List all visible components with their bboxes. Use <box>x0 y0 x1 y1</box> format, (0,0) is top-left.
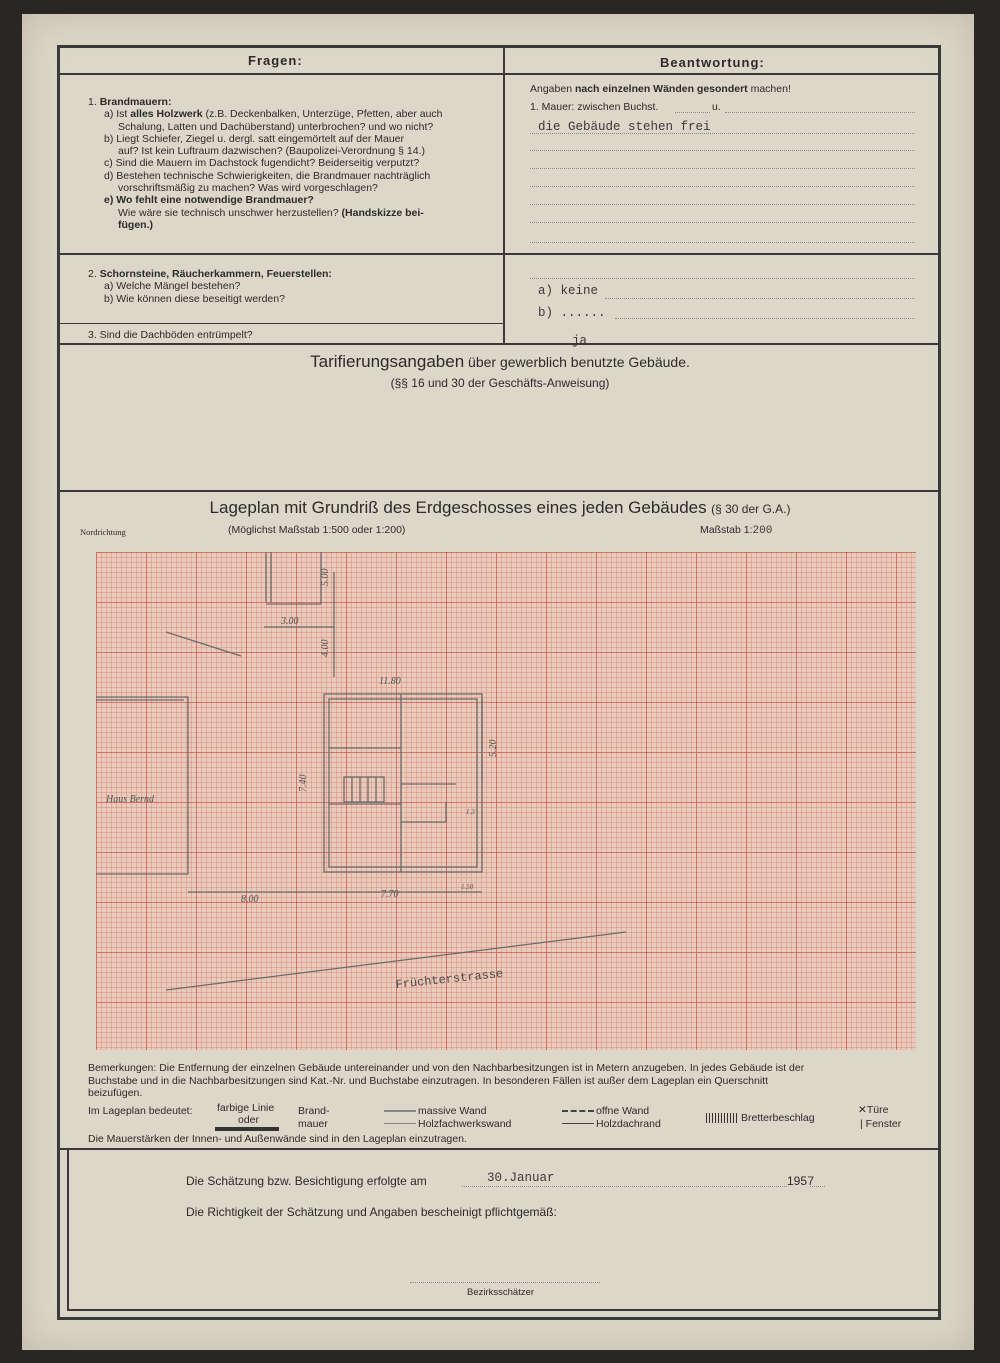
row-rule-1 <box>60 253 938 255</box>
dim-740: 7.40 <box>298 774 309 792</box>
date-dots <box>462 1186 787 1187</box>
dim-150: 1.50 <box>461 883 474 891</box>
answer-line-9 <box>605 298 915 299</box>
dim-520: 5.20 <box>488 739 499 757</box>
dim-770: 7.70 <box>381 889 399 900</box>
legend-tuere: ✕Türe <box>858 1104 889 1116</box>
dim-500: 5.00 <box>320 568 331 586</box>
dim-13: 1.3 <box>466 808 475 816</box>
answer-line-8 <box>530 278 915 279</box>
legend-tuere-label: Türe <box>866 1104 889 1116</box>
remarks-line1: Bemerkungen: Die Entfernung der einzelnen Gebäude untereinander und von den Nachbarbesitzungen ist in Metern anzugeben. In jedes Gebäude ist der <box>88 1062 805 1074</box>
schaetzung-date: 30.Januar <box>487 1171 555 1185</box>
schaetzung-label: Die Schätzung bzw. Besichtigung erfolgte am <box>186 1174 427 1188</box>
lageplan-subtitle: (Möglichst Maßstab 1:500 oder 1:200) <box>228 524 406 536</box>
legend-bretter-pattern <box>706 1113 738 1123</box>
year-prefix: 195 <box>787 1174 808 1188</box>
q1-a-prefix: a) Ist <box>104 108 131 121</box>
header-rule <box>60 73 938 75</box>
typed-answer-a: a) keine <box>538 284 599 298</box>
q1-b-line2: auf? Ist kein Luftraum dazwischen? (Baupolizei-Verordnung § 14.) <box>118 145 426 158</box>
q1-a-line2: Schalung, Latten und Dachüberstand) unterbrochen? und wo nicht? <box>118 120 434 133</box>
q1-d-line2: vorschriftsmäßig zu machen? Was wird vorgeschlagen? <box>118 182 378 195</box>
q1-e-line2-bold: (Handskizze bei- <box>341 206 424 219</box>
legend-holzfach: Holzfachwerkswand <box>418 1118 512 1130</box>
q1-number: 1. <box>88 96 97 108</box>
q2-a: a) Welche Mängel bestehen? <box>104 280 241 293</box>
remarks-line2: Buchstabe und in die Nachbarbesitzungen sind Kat.-Nr. und Buchstabe einzutragen. In besonderen Fällen ist außer dem Lageplan ein Querschnitt <box>88 1074 769 1087</box>
q1-e-line3: fügen.) <box>118 218 153 231</box>
main-building-inner <box>329 699 477 867</box>
signer-label: Bezirksschätzer <box>467 1287 535 1298</box>
q1-e-line2: Wie wäre sie technisch unschwer herzustellen? <box>118 206 342 219</box>
legend-thick-line <box>215 1127 279 1131</box>
legend-offne: offne Wand <box>596 1105 650 1117</box>
legend-massive: massive Wand <box>418 1105 487 1117</box>
mauer-dots-2 <box>725 112 915 113</box>
legend-intro: Im Lageplan bedeutet: <box>88 1105 193 1117</box>
mauer-label: 1. Mauer: zwischen Buchst. <box>530 101 659 113</box>
legend-offne-line <box>562 1110 594 1112</box>
legend-note: Die Mauerstärken der Innen- und Außenwände sind in den Lageplan einzutragen. <box>88 1133 467 1145</box>
answer-line-6 <box>530 222 915 223</box>
answers-intro-pre: Angaben <box>530 83 575 95</box>
q2-number: 2. <box>88 268 97 280</box>
row-rule-5 <box>60 1148 938 1150</box>
q1-a-bold: alles Holzwerk <box>130 108 203 121</box>
q1-title: Brandmauern: <box>99 96 172 108</box>
floor-plan-sketch <box>96 552 916 1050</box>
answers-header: Beantwortung: <box>660 55 765 70</box>
year-digit: 7 <box>807 1175 815 1189</box>
dim-800: 8.00 <box>241 894 259 905</box>
question-2 <box>88 268 488 305</box>
legend-oder: oder <box>238 1114 260 1126</box>
dim-300: 3.00 <box>281 616 299 627</box>
column-divider <box>503 48 505 344</box>
typed-answer-b: b) ...... <box>538 306 606 320</box>
legend-holzdach-line <box>562 1123 594 1124</box>
main-building-outer <box>324 694 482 872</box>
lageplan-title-ref: (§ 30 der G.A.) <box>711 502 791 516</box>
dim-400: 4.00 <box>320 639 331 657</box>
q1-c-line1: c) Sind die Mauern im Dachstock fugendicht? Beiderseitig verputzt? <box>104 157 420 170</box>
remarks-line3: beizufügen. <box>88 1087 143 1099</box>
nordrichtung-label: Nordrichtung <box>80 527 126 537</box>
legend-holzfach-line <box>384 1123 416 1124</box>
answers-intro-bold: nach einzelnen Wänden gesondert <box>574 83 748 95</box>
q2-b: b) Wie können diese beseitigt werden? <box>104 292 285 305</box>
label-haus-bernd: Haus Bernd <box>106 794 155 805</box>
q1-a-rest: (z.B. Deckenbalken, Unterzüge, Pfetten, aber auch <box>202 108 443 121</box>
row-rule-3 <box>60 343 938 345</box>
legend-brand2: mauer <box>298 1118 328 1130</box>
lageplan-title <box>0 498 1000 518</box>
mauer-dots-1 <box>675 112 710 113</box>
question-1 <box>88 96 488 231</box>
footer-bottom-rule <box>67 1309 938 1311</box>
lageplan-title-main: Lageplan mit Grundriß des Erdgeschosses eines jeden Gebäudes <box>209 498 707 517</box>
signature-line <box>410 1282 600 1283</box>
answers-intro <box>530 83 791 95</box>
answer-line-3 <box>530 168 915 169</box>
tarif-title <box>0 352 1000 372</box>
answer-line-5 <box>530 204 915 205</box>
massstab-value: 200 <box>752 525 773 537</box>
north-arrow <box>166 632 241 656</box>
legend-fenster-label: Fenster <box>865 1118 902 1130</box>
typed-answer-ja: ja <box>572 334 588 348</box>
street-name: Früchterstrasse <box>394 966 504 992</box>
richtigkeit-label: Die Richtigkeit der Schätzung und Angaben bescheinigt pflichtgemäß: <box>186 1205 557 1219</box>
legend-holzdach: Holzdachrand <box>596 1118 661 1130</box>
tarif-subtitle: (§§ 16 und 30 der Geschäfts-Anweisung) <box>390 376 610 390</box>
legend-brand1: Brand- <box>298 1105 330 1117</box>
footer-left-rule <box>67 1150 69 1310</box>
typed-answer-1: die Gebäude stehen frei <box>538 120 711 134</box>
question-3: 3. Sind die Dachböden entrümpelt? <box>88 329 253 341</box>
row-rule-2 <box>60 323 503 324</box>
remarks <box>88 1062 923 1100</box>
q1-b-line1: b) Liegt Schiefer, Ziegel u. dergl. satt eingemörtelt auf der Mauer <box>104 132 404 145</box>
massstab <box>700 524 772 537</box>
q2-title: Schornsteine, Räucherkammern, Feuerstellen: <box>99 268 332 280</box>
answer-line-7 <box>530 242 915 243</box>
legend-bretter: Bretterbeschlag <box>741 1112 815 1124</box>
staircase <box>344 777 384 802</box>
tarif-title-main: Tarifierungsangaben <box>310 352 465 371</box>
q1-d-line1: d) Bestehen technische Schwierigkeiten, die Brandmauer nachträglich <box>104 169 431 182</box>
dim-1180: 11.80 <box>379 676 401 687</box>
massstab-label: Maßstab 1: <box>700 524 753 536</box>
legend-massive-line <box>384 1110 416 1112</box>
questions-header: Fragen: <box>248 53 303 68</box>
answer-line-2 <box>530 150 915 151</box>
q1-e-line1: e) Wo fehlt eine notwendige Brandmauer? <box>104 194 314 207</box>
tarif-title-rest: über gewerblich benutzte Gebäude. <box>464 354 690 370</box>
mauer-u: u. <box>712 101 721 113</box>
legend-farbige: farbige Linie <box>217 1102 275 1114</box>
answer-line-10 <box>615 318 915 319</box>
house-left <box>96 697 188 874</box>
legend-fenster: | Fenster <box>860 1118 902 1130</box>
answer-line-1 <box>530 133 915 134</box>
row-rule-4 <box>60 490 938 492</box>
year-dots <box>810 1186 825 1187</box>
answers-intro-post: machen! <box>747 83 791 95</box>
answer-line-4 <box>530 186 915 187</box>
